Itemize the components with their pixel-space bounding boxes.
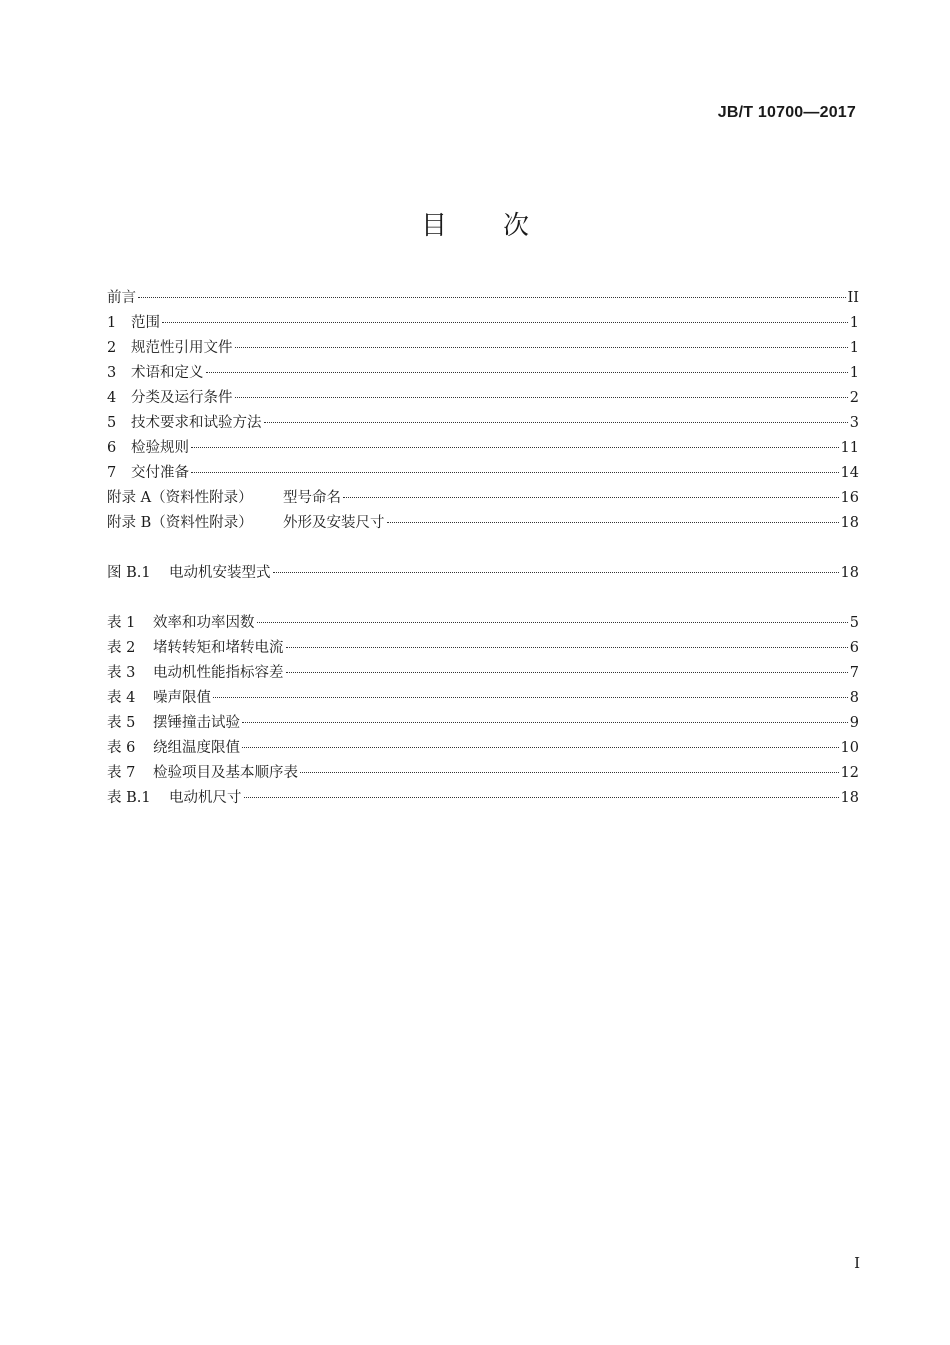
toc-entry-title: 检验项目及基本顺序表 — [153, 765, 298, 781]
toc-entry-page: 6 — [849, 640, 859, 656]
dot-leader — [235, 397, 848, 398]
dot-leader — [264, 422, 848, 423]
toc-entry-number: 表 4 — [107, 690, 136, 706]
toc-entry-title: 型号命名 — [283, 490, 341, 506]
toc-entry-page: 16 — [840, 490, 859, 506]
toc-figures-group — [107, 561, 859, 586]
toc-entry-title: 分类及运行条件 — [131, 390, 233, 406]
toc-entry-number: 7 — [107, 465, 117, 481]
dot-leader — [273, 572, 839, 573]
toc-table-entry[interactable] — [107, 636, 859, 661]
toc-tables-group — [107, 611, 859, 811]
toc-entry-page: 1 — [849, 365, 859, 381]
toc-table-entry[interactable] — [107, 711, 859, 736]
toc-entry-title: 噪声限值 — [153, 690, 211, 706]
toc-entry-number: 表 3 — [107, 665, 136, 681]
toc-entry-page: 12 — [840, 765, 859, 781]
toc-entry-number: 5 — [107, 415, 117, 431]
toc-entry-title: 电动机性能指标容差 — [153, 665, 284, 681]
dot-leader — [138, 297, 846, 298]
toc-entry-title: 前言 — [107, 290, 136, 306]
toc-table-entry[interactable] — [107, 661, 859, 686]
toc-entry-title: 堵转转矩和堵转电流 — [153, 640, 284, 656]
dot-leader — [286, 647, 848, 648]
toc-entry-page: 3 — [849, 415, 859, 431]
toc-entry-page: 11 — [840, 440, 859, 456]
dot-leader — [300, 772, 839, 773]
toc-entry-title: 规范性引用文件 — [131, 340, 233, 356]
toc-entry-title: 电动机安装型式 — [169, 565, 271, 581]
toc-entry-number: 附录 A（资料性附录） — [107, 490, 253, 506]
toc-entry-title: 术语和定义 — [131, 365, 204, 381]
toc-entry-page: 5 — [849, 615, 859, 631]
toc-entry-page: II — [847, 290, 859, 306]
toc-entry[interactable] — [107, 436, 859, 461]
dot-leader — [244, 797, 839, 798]
toc-table-entry[interactable] — [107, 786, 859, 811]
toc-entry-title: 效率和功率因数 — [153, 615, 255, 631]
dot-leader — [387, 522, 839, 523]
page-title: 目次 — [420, 211, 585, 241]
toc-entry-title: 外形及安装尺寸 — [283, 515, 385, 531]
toc-entry-page: 14 — [840, 465, 859, 481]
dot-leader — [286, 672, 848, 673]
toc-entry-number: 6 — [107, 440, 117, 456]
toc-entry-number: 表 7 — [107, 765, 136, 781]
toc-entry-page: 10 — [840, 740, 859, 756]
dot-leader — [242, 747, 839, 748]
page-number: I — [854, 1254, 860, 1272]
toc-entry[interactable] — [107, 486, 859, 511]
toc-entry-number: 3 — [107, 365, 117, 381]
toc-entry-number: 附录 B（资料性附录） — [107, 515, 253, 531]
table-of-contents — [107, 286, 859, 811]
toc-entry-number: 表 B.1 — [107, 790, 151, 806]
toc-entry-title: 摆锤撞击试验 — [153, 715, 240, 731]
dot-leader — [343, 497, 839, 498]
dot-leader — [162, 322, 848, 323]
toc-entry-page: 18 — [840, 515, 859, 531]
toc-entry-page: 18 — [840, 790, 859, 806]
toc-entry[interactable] — [107, 511, 859, 536]
toc-entry-title: 绕组温度限值 — [153, 740, 240, 756]
toc-entry-page: 1 — [849, 315, 859, 331]
toc-entry-page: 18 — [840, 565, 859, 581]
toc-entry[interactable] — [107, 411, 859, 436]
toc-entry-number: 表 1 — [107, 615, 136, 631]
toc-table-entry[interactable] — [107, 761, 859, 786]
dot-leader — [191, 447, 839, 448]
dot-leader — [257, 622, 848, 623]
toc-entry[interactable] — [107, 286, 859, 311]
dot-leader — [235, 347, 848, 348]
toc-entry-number: 表 5 — [107, 715, 136, 731]
document-code: JB/T 10700—2017 — [717, 104, 856, 121]
toc-entry[interactable] — [107, 361, 859, 386]
toc-entry[interactable] — [107, 461, 859, 486]
toc-entry-number: 4 — [107, 390, 117, 406]
toc-entry-page: 8 — [849, 690, 859, 706]
toc-entry-title: 技术要求和试验方法 — [131, 415, 262, 431]
toc-entry-page: 9 — [849, 715, 859, 731]
toc-entry-page: 1 — [849, 340, 859, 356]
toc-sections-group — [107, 286, 859, 536]
dot-leader — [191, 472, 839, 473]
toc-entry-number: 1 — [107, 315, 117, 331]
toc-table-entry[interactable] — [107, 686, 859, 711]
toc-entry-number: 图 B.1 — [107, 565, 151, 581]
toc-entry-number: 表 6 — [107, 740, 136, 756]
toc-entry-title: 范围 — [131, 315, 160, 331]
dot-leader — [242, 722, 848, 723]
toc-entry-title: 检验规则 — [131, 440, 189, 456]
toc-entry-number: 表 2 — [107, 640, 136, 656]
toc-entry[interactable] — [107, 336, 859, 361]
dot-leader — [213, 697, 848, 698]
dot-leader — [206, 372, 848, 373]
toc-entry-page: 2 — [849, 390, 859, 406]
toc-entry-title: 交付准备 — [131, 465, 189, 481]
toc-entry-title: 电动机尺寸 — [169, 790, 242, 806]
toc-figure-entry[interactable] — [107, 561, 859, 586]
toc-entry-page: 7 — [849, 665, 859, 681]
toc-entry[interactable] — [107, 386, 859, 411]
toc-entry[interactable] — [107, 311, 859, 336]
toc-table-entry[interactable] — [107, 611, 859, 636]
toc-table-entry[interactable] — [107, 736, 859, 761]
toc-entry-number: 2 — [107, 340, 117, 356]
